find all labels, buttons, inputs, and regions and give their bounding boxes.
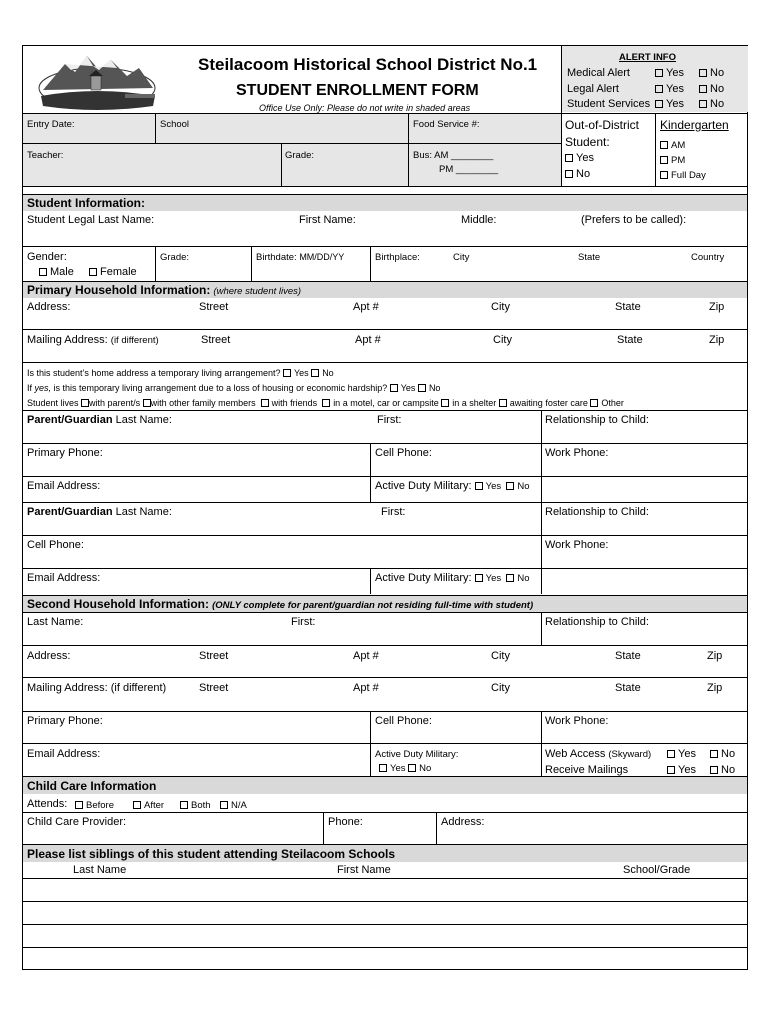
second-first-name[interactable]: First: [291, 616, 316, 628]
second-address-street[interactable]: Street [199, 650, 229, 662]
second-mailing-street[interactable]: Street [199, 682, 229, 694]
guardian1-cell-phone[interactable]: Cell Phone: [375, 447, 432, 459]
medical-alert-label: Medical Alert [567, 67, 630, 79]
attends-both[interactable]: Both [180, 799, 211, 812]
mailings-no[interactable]: No [710, 764, 735, 777]
out-of-district-student-label: Student: [565, 135, 610, 149]
birthplace-label: Birthplace: [375, 252, 420, 263]
mailing-state[interactable]: State [617, 334, 643, 346]
receive-mailings-label: Receive Mailings [545, 764, 629, 776]
siblings-title: Please list siblings of this student attending Steilacoom Schools [27, 847, 396, 861]
student-info-title: Student Information: [27, 196, 145, 210]
child-care-address[interactable]: Address: [441, 816, 485, 828]
mailing-city[interactable]: City [493, 334, 512, 346]
student-first-name[interactable]: First Name: [299, 214, 356, 226]
office-use-note: Office Use Only: Please do not write in shaded areas [259, 103, 471, 113]
kinder-pm[interactable]: PM [660, 154, 685, 167]
address-zip[interactable]: Zip [709, 301, 725, 313]
second-cell-phone[interactable]: Cell Phone: [375, 715, 432, 727]
birthplace-country[interactable]: Country [691, 252, 725, 263]
siblings-school-header: School/Grade [623, 864, 691, 876]
out-of-district-label: Out-of-District [565, 118, 640, 132]
student-lives-options: Student lives with parent/s with other family members with friends in a motel, car or campsite in a shelter awaiting foster care Other [27, 398, 624, 408]
mailing-street[interactable]: Street [201, 334, 231, 346]
web-access-label: Web Access (Skyward) [545, 748, 652, 760]
services-no[interactable]: No [699, 98, 724, 111]
second-email[interactable]: Email Address: [27, 748, 101, 760]
legal-alert-label: Legal Alert [567, 83, 619, 95]
guardian2-relationship[interactable]: Relationship to Child: [545, 506, 649, 518]
child-care-phone[interactable]: Phone: [328, 816, 363, 828]
second-work-phone[interactable]: Work Phone: [545, 715, 609, 727]
alert-info-title: ALERT INFO [619, 52, 676, 63]
address-label: Address: [27, 301, 71, 313]
medical-no[interactable]: No [699, 67, 724, 80]
entry-date-label[interactable]: Entry Date: [27, 119, 75, 130]
services-yes[interactable]: Yes [655, 98, 684, 111]
second-mailing-zip[interactable]: Zip [707, 682, 723, 694]
food-service-label[interactable]: Food Service #: [413, 119, 480, 130]
child-care-provider[interactable]: Child Care Provider: [27, 816, 127, 828]
second-mailing-label: Mailing Address: (if different) [27, 682, 167, 694]
enrollment-form [22, 45, 748, 970]
second-military-options: Yes No [379, 762, 431, 775]
sibling-row-3[interactable] [23, 925, 747, 947]
gender-male[interactable]: Male [39, 266, 74, 279]
guardian2-military: Active Duty Military: Yes No [375, 572, 530, 584]
second-mailing-city[interactable]: City [491, 682, 510, 694]
guardian2-first-name[interactable]: First: [381, 506, 406, 518]
birthplace-city[interactable]: City [453, 252, 470, 263]
guardian1-relationship[interactable]: Relationship to Child: [545, 414, 649, 426]
mailing-address-label: Mailing Address: (if different) [27, 334, 159, 346]
guardian1-military: Active Duty Military: Yes No [375, 480, 530, 492]
guardian1-first-name[interactable]: First: [377, 414, 402, 426]
gender-label: Gender: [27, 251, 67, 263]
student-services-label: Student Services [567, 98, 651, 110]
second-address-zip[interactable]: Zip [707, 650, 723, 662]
guardian1-primary-phone[interactable]: Primary Phone: [27, 447, 103, 459]
second-military-label: Active Duty Military: [375, 749, 459, 760]
address-city[interactable]: City [491, 301, 510, 313]
second-last-name[interactable]: Last Name: [27, 616, 84, 628]
office-grade-label[interactable]: Grade: [285, 150, 315, 161]
form-title: STUDENT ENROLLMENT FORM [236, 82, 479, 99]
bus-am-field[interactable]: Bus: AM ________ [413, 150, 494, 161]
second-mailing-apt[interactable]: Apt # [353, 682, 379, 694]
attends-na[interactable]: N/A [220, 799, 247, 812]
second-relationship[interactable]: Relationship to Child: [545, 616, 649, 628]
school-label[interactable]: School [160, 119, 190, 130]
guardian2-email[interactable]: Email Address: [27, 572, 101, 584]
ood-yes[interactable]: Yes [565, 152, 594, 165]
legal-yes[interactable]: Yes [655, 83, 684, 96]
guardian2-last-name: Parent/Guardian Last Name: [27, 506, 172, 518]
ood-no[interactable]: No [565, 168, 590, 181]
siblings-last-name-header: Last Name [73, 864, 127, 876]
guardian2-cell-phone[interactable]: Cell Phone: [27, 539, 84, 551]
guardian1-work-phone[interactable]: Work Phone: [545, 447, 609, 459]
hardship-question: If yes, is this temporary living arrangement due to a loss of housing or economic hardship? Yes No [27, 383, 441, 393]
legal-no[interactable]: No [699, 83, 724, 96]
kindergarten-label: Kindergarten [660, 118, 729, 132]
birthdate-field[interactable]: Birthdate: MM/DD/YY [256, 252, 345, 263]
guardian1-email[interactable]: Email Address: [27, 480, 101, 492]
sibling-row-1[interactable] [23, 879, 747, 901]
mailings-yes[interactable]: Yes [667, 764, 696, 777]
second-address-label: Address: [27, 650, 71, 662]
second-address-city[interactable]: City [491, 650, 510, 662]
gender-female[interactable]: Female [89, 266, 137, 279]
second-primary-phone[interactable]: Primary Phone: [27, 715, 103, 727]
district-title: Steilacoom Historical School District No.1 [198, 55, 538, 74]
second-address-apt[interactable]: Apt # [353, 650, 379, 662]
attends-before[interactable]: Before [75, 799, 114, 812]
guardian2-work-phone[interactable]: Work Phone: [545, 539, 609, 551]
sibling-row-4[interactable] [23, 948, 747, 969]
student-middle-name[interactable]: Middle: [461, 214, 497, 226]
attends-label: Attends: [27, 798, 68, 810]
address-apt[interactable]: Apt # [353, 301, 379, 313]
sibling-row-2[interactable] [23, 902, 747, 924]
bus-pm-field[interactable]: PM ________ [439, 164, 499, 175]
temporary-living-question: Is this student’s home address a temporary living arrangement? Yes No [27, 368, 334, 378]
web-access-yes[interactable]: Yes [667, 748, 696, 761]
birthplace-state[interactable]: State [578, 252, 601, 263]
address-street[interactable]: Street [199, 301, 229, 313]
mailing-apt[interactable]: Apt # [355, 334, 381, 346]
mailing-zip[interactable]: Zip [709, 334, 725, 346]
web-access-no[interactable]: No [710, 748, 735, 761]
student-last-name[interactable]: Student Legal Last Name: [27, 214, 155, 226]
student-grade[interactable]: Grade: [160, 252, 190, 263]
siblings-first-name-header: First Name [337, 864, 391, 876]
medical-yes[interactable]: Yes [655, 67, 684, 80]
kinder-full-day[interactable]: Full Day [660, 169, 706, 182]
address-state[interactable]: State [615, 301, 641, 313]
second-mailing-state[interactable]: State [615, 682, 641, 694]
primary-household-title: Primary Household Information: (where student lives) [27, 283, 302, 297]
child-care-title: Child Care Information [27, 779, 157, 793]
district-logo [35, 50, 163, 112]
teacher-label[interactable]: Teacher: [27, 150, 64, 161]
guardian1-last-name: Parent/Guardian Last Name: [27, 414, 172, 426]
kinder-am[interactable]: AM [660, 139, 685, 152]
second-household-title: Second Household Information: (ONLY complete for parent/guardian not residing full-time with student) [27, 597, 534, 611]
attends-after[interactable]: After [133, 799, 164, 812]
student-preferred-name[interactable]: (Prefers to be called): [581, 214, 687, 226]
second-address-state[interactable]: State [615, 650, 641, 662]
